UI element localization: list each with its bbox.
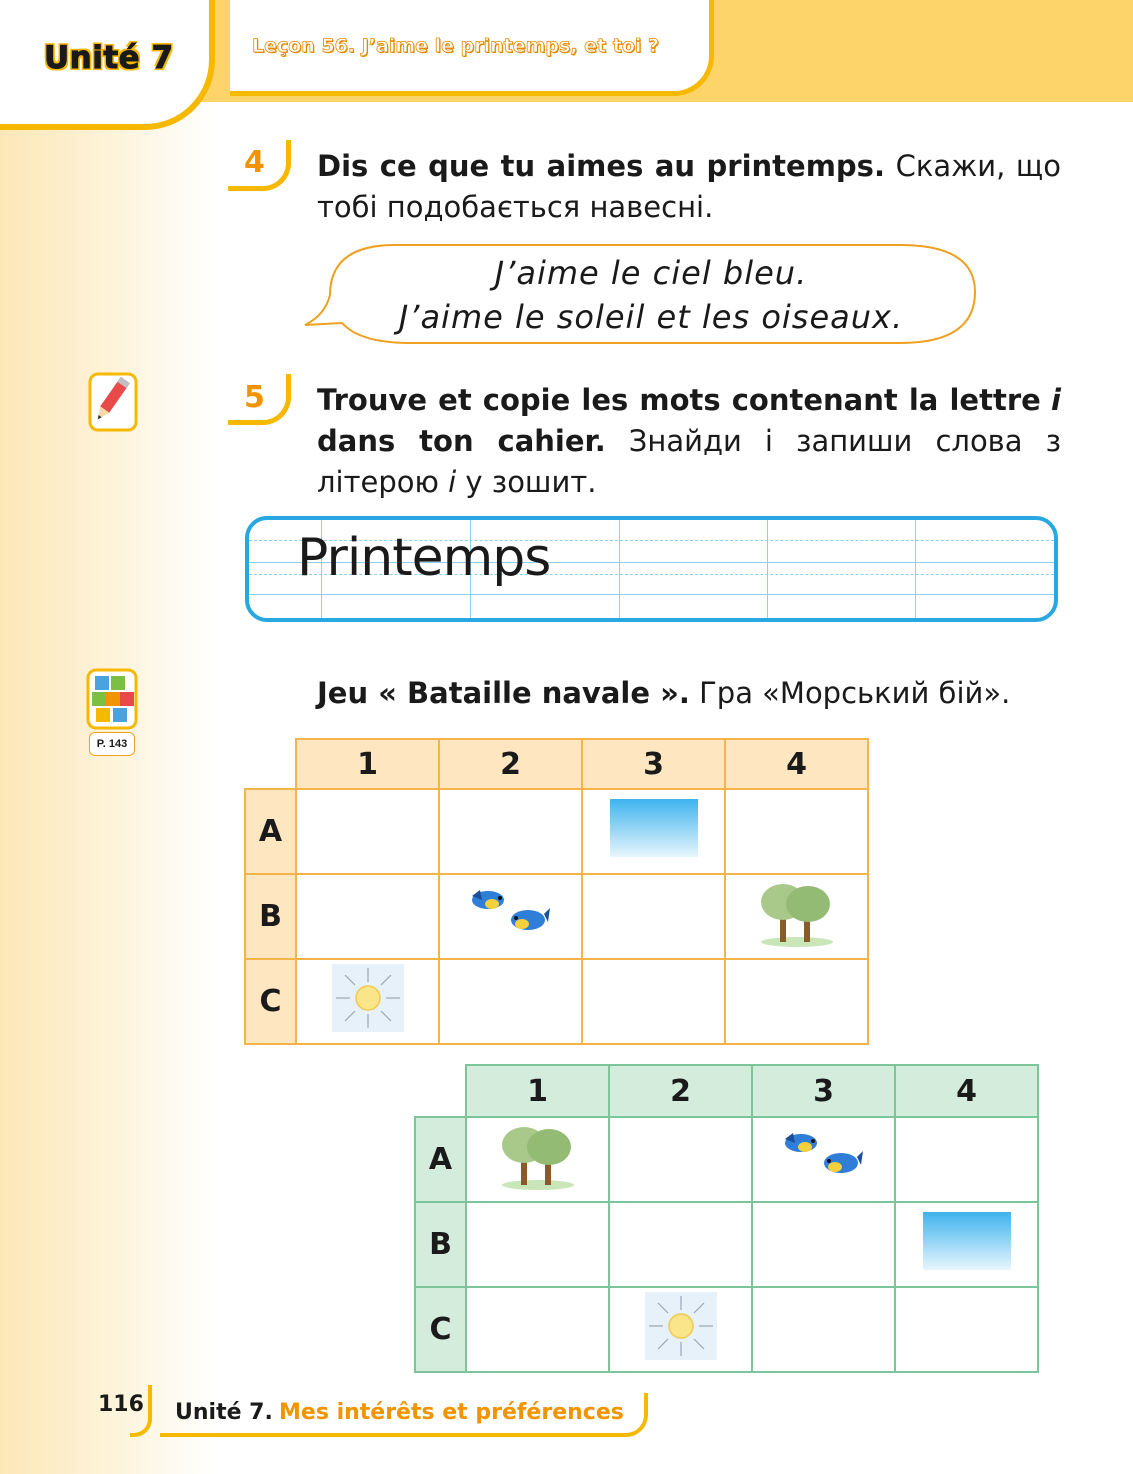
page-reference: P. 143 xyxy=(89,732,135,756)
letter-cubes-icon xyxy=(86,668,138,730)
grid-cell[interactable] xyxy=(752,1202,895,1287)
exercise-number: 4 xyxy=(244,145,265,180)
lesson-title: Leçon 56. J’aime le printemps, et toi ? xyxy=(252,35,660,57)
guide-column xyxy=(767,520,768,618)
row-header: C xyxy=(415,1287,466,1372)
guide-column xyxy=(915,520,916,618)
exercise-5-instruction xyxy=(317,380,1061,503)
grid-cell[interactable] xyxy=(725,874,868,959)
unit-label: Unité 7 xyxy=(44,40,174,76)
battleship-grid-2 xyxy=(414,1064,1039,1373)
column-header: 4 xyxy=(725,739,868,789)
row-header: C xyxy=(245,959,296,1044)
instruction-fr-part2: dans ton cahier. xyxy=(317,424,606,458)
row-header: B xyxy=(245,874,296,959)
column-header: 3 xyxy=(582,739,725,789)
grid-cell[interactable] xyxy=(296,874,439,959)
bubble-line-2: J’aime le soleil et les oiseaux. xyxy=(398,298,904,336)
column-header: 4 xyxy=(895,1065,1038,1117)
trees-icon xyxy=(756,878,838,948)
copy-example-word: Printemps xyxy=(297,528,551,588)
instruction-ua: Скажи, що тобі подобається навесні. xyxy=(317,149,1061,224)
sun-icon xyxy=(645,1292,717,1360)
column-header: 2 xyxy=(439,739,582,789)
footer-title: Mes intérêts et préférences xyxy=(279,1400,624,1425)
instruction-fr: Dis ce que tu aimes au printemps. xyxy=(317,149,885,183)
grid-cell[interactable] xyxy=(895,1117,1038,1202)
birds-icon xyxy=(781,1125,867,1187)
row-header: B xyxy=(415,1202,466,1287)
grid-cell[interactable] xyxy=(466,1202,609,1287)
column-header: 1 xyxy=(466,1065,609,1117)
game-title xyxy=(317,676,1010,710)
grid-cell[interactable] xyxy=(582,789,725,874)
grid-cell[interactable] xyxy=(895,1202,1038,1287)
grid-corner xyxy=(245,739,296,789)
grid-cell[interactable] xyxy=(439,959,582,1044)
grid-cell[interactable] xyxy=(752,1287,895,1372)
exercise-number: 5 xyxy=(244,380,265,415)
column-header: 1 xyxy=(296,739,439,789)
grid-cell[interactable] xyxy=(466,1287,609,1372)
grid-cell[interactable] xyxy=(895,1287,1038,1372)
footer-unit: Unité 7. xyxy=(175,1400,273,1425)
grid-cell[interactable] xyxy=(609,1202,752,1287)
guide-column xyxy=(619,520,620,618)
blue-sky-icon xyxy=(921,1210,1013,1272)
blue-sky-icon xyxy=(608,797,700,859)
grid-cell[interactable] xyxy=(296,959,439,1044)
grid-cell[interactable] xyxy=(609,1287,752,1372)
grid-cell[interactable] xyxy=(725,789,868,874)
instruction-ua-letter: i xyxy=(448,465,457,499)
sun-icon xyxy=(332,964,404,1032)
column-header: 2 xyxy=(609,1065,752,1117)
instruction-fr-letter: i xyxy=(1051,383,1061,417)
instruction-ua-part2: у зошит. xyxy=(465,465,597,499)
exercise-4-instruction xyxy=(317,146,1061,228)
grid-cell[interactable] xyxy=(582,959,725,1044)
battleship-grid-1 xyxy=(244,738,869,1045)
grid-cell[interactable] xyxy=(582,874,725,959)
column-header: 3 xyxy=(752,1065,895,1117)
bubble-line-1: J’aime le ciel bleu. xyxy=(494,254,808,292)
birds-icon xyxy=(468,882,554,944)
instruction-ua-part1: Знайди і запиши слова з літерою xyxy=(317,424,1062,499)
guide-line xyxy=(249,594,1054,595)
row-header: A xyxy=(415,1117,466,1202)
grid-cell[interactable] xyxy=(725,959,868,1044)
row-header: A xyxy=(245,789,296,874)
grid-cell[interactable] xyxy=(439,789,582,874)
grid-cell[interactable] xyxy=(439,874,582,959)
pencil-icon xyxy=(86,370,138,432)
instruction-fr-part1: Trouve et copie les mots contenant la lettre xyxy=(317,383,1041,417)
grid-cell[interactable] xyxy=(296,789,439,874)
grid-corner xyxy=(415,1065,466,1117)
game-title-fr: Jeu « Bataille navale ». xyxy=(317,676,690,710)
grid-cell[interactable] xyxy=(609,1117,752,1202)
page-number: 116 xyxy=(98,1392,144,1417)
trees-icon xyxy=(497,1121,579,1191)
grid-cell[interactable] xyxy=(466,1117,609,1202)
game-title-ua: Гра «Морський бій». xyxy=(699,676,1011,710)
grid-cell[interactable] xyxy=(752,1117,895,1202)
